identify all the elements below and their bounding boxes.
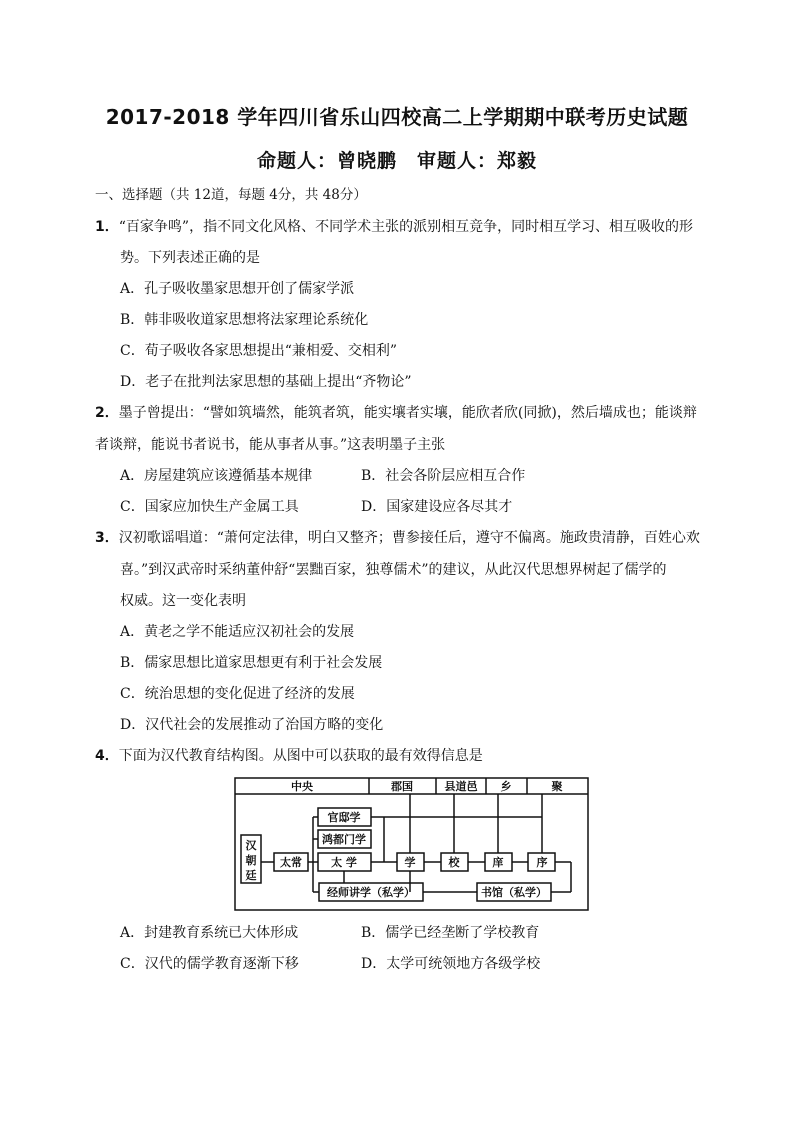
label-xiang: 乡: [500, 780, 512, 793]
question-text: 喜。”到汉武帝时采纳董仲舒“罢黜百家，独尊儒术”的建议，从此汉代思想界树起了儒学的: [120, 562, 667, 578]
label-xu: 序: [536, 856, 548, 869]
label-court-3: 廷: [245, 869, 257, 882]
label-ju: 聚: [551, 780, 563, 793]
label-taixue: 太 学: [331, 856, 357, 869]
question-number: 3．: [95, 530, 119, 546]
option-a: A．封建教育系统已大体形成: [120, 925, 299, 941]
label-shuguan: 书馆（私学）: [481, 886, 547, 899]
question-text: 势。下列表述正确的是: [120, 250, 260, 266]
question-number: 2．: [95, 405, 119, 421]
option-c: C．国家应加快生产金属工具: [120, 499, 299, 515]
label-jingshi: 经师讲学（私学）: [327, 886, 415, 899]
question-4: [95, 747, 483, 765]
option-d: D．汉代社会的发展推动了治国方略的变化: [120, 717, 384, 733]
label-taichang: 太常: [280, 856, 302, 869]
option-d: D．国家建设应各尽其才: [361, 499, 513, 515]
question-text: “百家争鸣”，指不同文化风格、不同学术主张的派别相互竞争，同时相互学习、相互吸收的形: [118, 219, 694, 235]
option-d: D．太学可统领地方各级学校: [361, 956, 541, 972]
label-xue: 学: [404, 856, 416, 869]
question-text: 汉初歌谣唱道：“萧何定法律，明白又整齐；曹参接任后，遵守不偏离。施政贵清静，百姓心欢: [118, 530, 700, 546]
label-jun: 郡国: [391, 780, 413, 793]
label-central: 中央: [291, 780, 313, 793]
section-heading: 一、选择题（共 12道，每题 4分，共 48分）: [95, 187, 367, 203]
label-xiang-school: 庠: [492, 856, 504, 869]
exam-authors: 命题人：曾晓鹏 审题人：郑毅: [256, 150, 537, 172]
question-text: 下面为汉代教育结构图。从图中可以获取的最有效得信息是: [118, 748, 483, 764]
question-text: 者谈辩，能说书者说书，能从事者从事。”这表明墨子主张: [95, 437, 446, 453]
question-number: 1．: [95, 219, 119, 235]
option-c: C．汉代的儒学教育逐渐下移: [120, 956, 299, 972]
option-a: A．房屋建筑应该遵循基本规律: [120, 468, 313, 484]
option-d: D．老子在批判法家思想的基础上提出“齐物论”: [120, 374, 412, 390]
label-guandi: 官邸学: [327, 811, 361, 824]
option-c: C．统治思想的变化促进了经济的发展: [120, 686, 355, 702]
question-1: [95, 218, 693, 236]
option-b: B．儒家思想比道家思想更有利于社会发展: [120, 655, 383, 671]
question-number: 4．: [95, 748, 119, 764]
label-xian: 县道邑: [444, 780, 478, 793]
exam-title: 2017-2018 学年四川省乐山四校高二上学期期中联考历史试题: [105, 105, 689, 129]
label-hongdu: 鸿都门学: [322, 833, 366, 846]
question-2: [95, 404, 697, 422]
option-a: A．黄老之学不能适应汉初社会的发展: [120, 624, 355, 640]
han-education-diagram: [234, 777, 589, 913]
option-b: B．社会各阶层应相互合作: [361, 468, 526, 484]
option-b: B．韩非吸收道家思想将法家理论系统化: [120, 312, 369, 328]
question-3: [95, 529, 700, 547]
label-court-2: 朝: [245, 854, 257, 867]
option-b: B．儒学已经垄断了学校教育: [361, 925, 540, 941]
option-c: C．荀子吸收各家思想提出“兼相爱、交相利”: [120, 343, 398, 359]
label-court-1: 汉: [245, 839, 257, 852]
question-text: 墨子曾提出：“譬如筑墙然，能筑者筑，能实壤者实壤，能欣者欣(同掀)，然后墙成也；能谈辩: [118, 405, 697, 421]
option-a: A．孔子吸收墨家思想开创了儒家学派: [120, 281, 355, 297]
question-text: 权威。这一变化表明: [120, 593, 246, 609]
label-xiao: 校: [448, 856, 460, 869]
